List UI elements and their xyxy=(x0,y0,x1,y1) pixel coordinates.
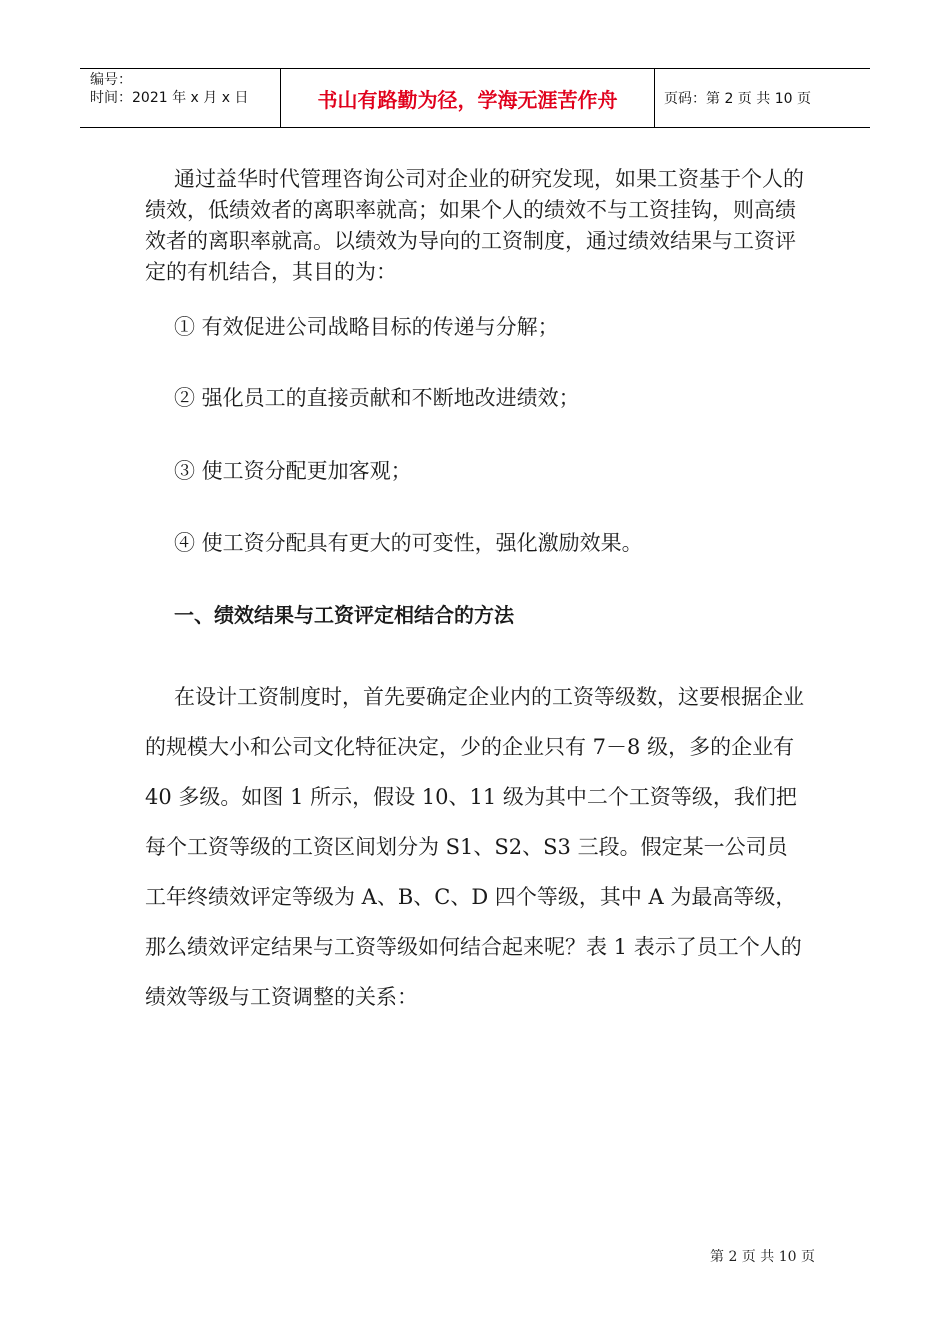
header-meta-cell xyxy=(80,69,281,127)
document-number-label: 编号： xyxy=(90,72,132,88)
document-time-label: 时间：2021 年 x 月 x 日 xyxy=(90,90,249,106)
intro-paragraph: 通过益华时代管理咨询公司对企业的研究发现，如果工资基于个人的绩效，低绩效者的离职率就高；如果个人的绩效不与工资挂钩，则高绩效者的离职率就高。以绩效为导向的工资制度，通过绩效结果与工资评定的有机结合，其目的为： xyxy=(145,167,804,284)
header-motto: 书山有路勤为径，学海无涯苦作舟 xyxy=(281,69,655,127)
purpose-item-4: ④ 使工资分配具有更大的可变性，强化激励效果。 xyxy=(174,531,643,555)
purpose-item-1: ① 有效促进公司战略目标的传递与分解； xyxy=(174,315,559,339)
page-header xyxy=(80,68,870,128)
purpose-item-2: ② 强化员工的直接贡献和不断地改进绩效； xyxy=(174,386,580,410)
purpose-item-3: ③ 使工资分配更加客观； xyxy=(174,459,412,483)
header-page-info: 页码：第 2 页 共 10 页 xyxy=(664,91,811,107)
section-heading: 一、绩效结果与工资评定相结合的方法 xyxy=(174,603,514,627)
page-footer: 第 2 页 共 10 页 xyxy=(710,1249,815,1265)
method-paragraph: 在设计工资制度时，首先要确定企业内的工资等级数，这要根据企业的规模大小和公司文化特征决定，少的企业只有 7－8 级，多的企业有 40 多级。如图 1 所示，假设 10、11 级为其中二个工资等级，我们把每个工资等级的工资区间划分为 S1、S2、S3 三段。假定某一公司员工年终绩效评定等级为 A、B、C、D 四个等级，其中 A 为最高等级，那么绩效评定结果与工资等级如何结合起来呢？表 1 表示了员工个人的绩效等级与工资调整的关系： xyxy=(145,685,804,1009)
